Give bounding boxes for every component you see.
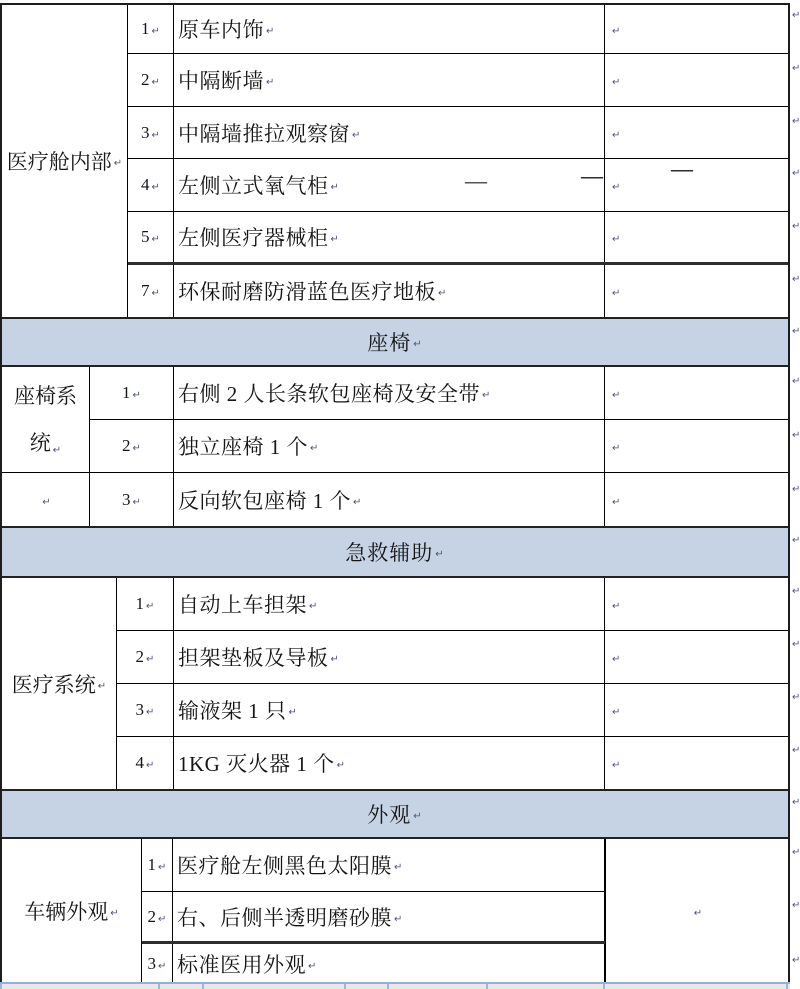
rows-column xyxy=(117,578,788,789)
cell-border-tick xyxy=(202,984,204,989)
row-end-mark-icon: ↵ xyxy=(792,221,800,232)
rows-column xyxy=(128,5,788,317)
partial-next-table-row xyxy=(0,982,790,989)
empty-category-cell[interactable] xyxy=(2,473,89,526)
value-cell[interactable] xyxy=(605,684,788,736)
row-number-cell[interactable] xyxy=(90,420,174,472)
spec-table xyxy=(0,3,790,985)
table-row xyxy=(128,212,788,265)
item-text: 中隔断墙 xyxy=(178,69,264,93)
row-number: 4 xyxy=(135,753,145,772)
section-vehicle-exterior xyxy=(2,839,788,983)
paragraph-mark-icon: ↵ xyxy=(693,908,703,919)
table-row xyxy=(128,107,788,159)
paragraph-mark-icon: ↵ xyxy=(612,182,621,193)
row-number-cell[interactable] xyxy=(117,578,174,630)
value-cell[interactable] xyxy=(605,156,788,211)
paragraph-mark-icon: ↵ xyxy=(394,862,403,873)
row-number-cell[interactable] xyxy=(117,684,174,736)
paragraph-mark-icon: ↵ xyxy=(146,707,155,718)
row-number-cell[interactable] xyxy=(90,473,174,526)
cell-border-tick xyxy=(0,984,2,989)
paragraph-mark-icon: ↵ xyxy=(438,288,447,299)
row-number-cell[interactable] xyxy=(128,212,174,262)
row-number: 1 xyxy=(147,855,157,874)
paragraph-mark-icon: ↵ xyxy=(612,760,621,771)
table-row xyxy=(128,54,788,107)
paragraph-mark-icon: ↵ xyxy=(151,26,160,37)
paragraph-mark-icon: ↵ xyxy=(266,77,275,88)
item-text: 标准医用外观 xyxy=(177,952,306,977)
paragraph-mark-icon: ↵ xyxy=(146,601,155,612)
paragraph-mark-icon: ↵ xyxy=(413,339,423,350)
value-cell[interactable] xyxy=(605,5,788,53)
item-text: 原车内饰 xyxy=(178,18,264,42)
paragraph-mark-icon: ↵ xyxy=(612,234,621,245)
table-row xyxy=(90,473,788,526)
table-row xyxy=(117,684,788,737)
row-number: 1 xyxy=(141,19,150,38)
row-end-mark-icon: ↵ xyxy=(792,900,800,911)
row-number-cell[interactable] xyxy=(128,265,174,317)
item-text: 左侧立式氧气柜 xyxy=(178,174,329,198)
section-header-label: 外观 xyxy=(367,803,412,827)
row-number: 2 xyxy=(135,647,145,666)
category-cell-seat-system[interactable] xyxy=(2,367,89,473)
paragraph-mark-icon: ↵ xyxy=(132,496,141,508)
item-description-cell[interactable] xyxy=(174,159,605,211)
item-description-cell[interactable] xyxy=(173,839,605,891)
value-cell[interactable] xyxy=(605,54,788,106)
row-end-mark-icon: ↵ xyxy=(792,586,800,597)
paragraph-mark-icon: ↵ xyxy=(309,601,318,612)
row-number-cell[interactable] xyxy=(142,944,173,983)
item-text: 独立座椅 1 个 xyxy=(178,435,308,459)
paragraph-mark-icon: ↵ xyxy=(612,390,621,401)
table-row xyxy=(142,944,605,983)
category-label: 座椅系统 ↵ xyxy=(14,383,77,456)
cell-border-tick xyxy=(387,984,389,989)
row-number-cell[interactable] xyxy=(117,737,174,789)
value-cell[interactable] xyxy=(605,212,788,262)
item-description-cell[interactable] xyxy=(174,420,605,472)
row-number: 1 xyxy=(122,383,131,402)
item-description-cell[interactable] xyxy=(174,473,605,526)
item-description-cell[interactable] xyxy=(174,5,605,53)
row-end-mark-icon: ↵ xyxy=(792,10,800,21)
value-cell[interactable] xyxy=(605,473,788,526)
item-description-cell[interactable] xyxy=(174,367,605,419)
cell-border-tick xyxy=(786,984,788,989)
item-description-cell[interactable] xyxy=(174,212,605,262)
merged-value-cell[interactable] xyxy=(605,839,788,983)
item-description-cell[interactable] xyxy=(174,265,605,317)
item-description-cell[interactable] xyxy=(173,892,605,941)
section-header-seats xyxy=(2,317,788,367)
paragraph-mark-icon: ↵ xyxy=(330,234,340,245)
item-text: 医疗舱左侧黑色太阳膜 xyxy=(177,854,392,878)
row-number: 3 xyxy=(122,489,131,509)
paragraph-mark-icon: ↵ xyxy=(352,129,361,141)
item-description-cell[interactable] xyxy=(174,631,605,683)
table-row xyxy=(90,420,788,473)
paragraph-mark-icon: ↵ xyxy=(612,129,621,141)
value-cell[interactable] xyxy=(605,107,788,158)
paragraph-mark-icon: ↵ xyxy=(146,760,155,771)
row-number-cell[interactable] xyxy=(128,159,174,211)
row-number-cell[interactable] xyxy=(142,839,173,891)
row-number: 2 xyxy=(122,436,131,455)
row-end-mark-icon: ↵ xyxy=(792,274,800,285)
row-end-mark-icon: ↵ xyxy=(792,484,800,495)
paragraph-mark-icon: ↵ xyxy=(158,913,167,925)
item-description-cell[interactable] xyxy=(174,737,605,789)
item-description-cell[interactable] xyxy=(174,107,605,158)
paragraph-mark-icon: ↵ xyxy=(146,654,155,665)
row-number: 2 xyxy=(147,906,157,926)
paragraph-mark-icon: ↵ xyxy=(110,908,119,919)
row-end-mark-icon: ↵ xyxy=(792,326,800,337)
paragraph-mark-icon: ↵ xyxy=(151,288,160,299)
item-text: 右、后侧半透明磨砂膜 xyxy=(177,905,392,930)
table-row-oxygen-cabinet xyxy=(128,156,788,212)
row-number: 3 xyxy=(141,122,150,142)
item-description-cell[interactable] xyxy=(174,684,605,736)
paragraph-mark-icon: ↵ xyxy=(612,443,621,454)
table-row xyxy=(117,631,788,684)
row-number-cell[interactable] xyxy=(142,892,173,941)
em-dash: — xyxy=(465,168,487,193)
row-number: 5 xyxy=(141,227,150,246)
value-cell[interactable] xyxy=(605,265,788,317)
row-number-cell[interactable] xyxy=(128,5,174,53)
row-number: 1 xyxy=(135,594,145,613)
paragraph-mark-icon: ↵ xyxy=(612,654,621,665)
item-text: 中隔墙推拉观察窗 xyxy=(178,121,350,146)
row-end-mark-icon: ↵ xyxy=(792,797,800,808)
row-number: 2 xyxy=(141,70,150,89)
section-header-first-aid xyxy=(2,526,788,578)
row-number: 7 xyxy=(141,281,150,300)
item-description-cell[interactable] xyxy=(174,578,605,630)
row-number-cell[interactable] xyxy=(128,107,174,158)
paragraph-mark-icon: ↵ xyxy=(330,654,340,665)
paragraph-mark-icon: ↵ xyxy=(435,549,445,560)
row-end-mark-icon: ↵ xyxy=(792,692,800,703)
em-dash: — xyxy=(581,163,603,188)
row-number: 4 xyxy=(141,175,150,194)
category-cell-vehicle-exterior[interactable] xyxy=(2,839,142,983)
item-description-cell[interactable] xyxy=(174,54,605,106)
paragraph-mark-icon: ↵ xyxy=(42,496,51,508)
paragraph-mark-icon: ↵ xyxy=(151,129,160,141)
row-number-cell[interactable] xyxy=(128,54,174,106)
row-end-mark-icon: ↵ xyxy=(792,847,800,858)
item-text: 担架垫板及导板 xyxy=(178,646,329,670)
row-number: 3 xyxy=(147,953,157,973)
paragraph-mark-icon: ↵ xyxy=(612,77,621,88)
cell-border-tick xyxy=(344,984,346,989)
paragraph-mark-icon: ↵ xyxy=(132,390,141,401)
paragraph-mark-icon: ↵ xyxy=(330,182,340,193)
value-cell[interactable] xyxy=(605,737,788,789)
row-end-mark-icon: ↵ xyxy=(792,63,800,74)
paragraph-mark-icon: ↵ xyxy=(113,158,123,169)
row-number-cell[interactable] xyxy=(117,631,174,683)
paragraph-mark-icon: ↵ xyxy=(612,707,621,718)
paragraph-mark-icon: ↵ xyxy=(612,601,621,612)
paragraph-mark-icon: ↵ xyxy=(413,811,423,822)
item-text: 左侧医疗器械柜 xyxy=(178,226,329,250)
paragraph-mark-icon: ↵ xyxy=(612,26,621,37)
category-label: 医疗舱内部 xyxy=(6,150,112,174)
paragraph-mark-icon: ↵ xyxy=(158,862,167,873)
category-label: 医疗系统 xyxy=(11,672,96,697)
section-medical-cabin-interior xyxy=(2,5,788,317)
paragraph-mark-icon: ↵ xyxy=(336,760,346,771)
paragraph-mark-icon: ↵ xyxy=(151,182,160,193)
paragraph-mark-icon: ↵ xyxy=(310,443,319,454)
row-end-mark-icon: ↵ xyxy=(792,376,800,387)
category-label: 车辆外观 xyxy=(24,900,109,924)
table-row xyxy=(142,839,605,892)
section-header-label: 急救辅助 xyxy=(345,541,434,565)
section-seat-system xyxy=(2,367,788,526)
paragraph-mark-icon: ↵ xyxy=(132,443,141,454)
row-end-mark-icon: ↵ xyxy=(792,955,800,966)
paragraph-mark-icon: ↵ xyxy=(612,288,621,299)
row-end-mark-icon: ↵ xyxy=(792,168,800,179)
paragraph-mark-icon: ↵ xyxy=(308,960,317,972)
cell-border-tick xyxy=(158,984,160,989)
table-row xyxy=(117,578,788,631)
paragraph-mark-icon: ↵ xyxy=(151,77,160,88)
row-end-mark-icon: ↵ xyxy=(792,745,800,756)
em-dash: — xyxy=(671,156,693,181)
row-end-mark-icon: ↵ xyxy=(792,639,800,650)
table-row xyxy=(128,265,788,317)
section-header-label: 座椅 xyxy=(367,331,412,355)
row-end-mark-icon: ↵ xyxy=(792,535,800,546)
row-number-cell[interactable] xyxy=(90,367,174,419)
item-text: 自动上车担架 xyxy=(178,593,307,617)
table-row xyxy=(90,367,788,420)
category-column xyxy=(2,367,90,526)
value-cell[interactable] xyxy=(605,631,788,683)
paragraph-mark-icon: ↵ xyxy=(482,390,491,401)
paragraph-mark-icon: ↵ xyxy=(158,960,167,972)
section-medical-system xyxy=(2,578,788,789)
value-cell[interactable] xyxy=(605,420,788,472)
value-cell[interactable] xyxy=(605,578,788,630)
item-text: 1KG 灭火器 1 个 xyxy=(178,752,335,776)
paragraph-mark-icon: ↵ xyxy=(353,496,362,508)
rows-column xyxy=(90,367,788,526)
table-row xyxy=(128,5,788,54)
table-row xyxy=(117,737,788,789)
category-cell-medical-cabin-interior[interactable] xyxy=(2,5,128,317)
item-text: 右侧 2 人长条软包座椅及安全带 xyxy=(178,382,480,406)
item-text: 环保耐磨防滑蓝色医疗地板 xyxy=(178,280,436,304)
paragraph-mark-icon: ↵ xyxy=(266,26,275,37)
value-cell[interactable] xyxy=(605,367,788,419)
paragraph-mark-icon: ↵ xyxy=(394,913,403,925)
row-number: 3 xyxy=(135,700,145,719)
row-end-mark-icon: ↵ xyxy=(792,116,800,127)
section-header-exterior xyxy=(2,789,788,839)
paragraph-mark-icon: ↵ xyxy=(52,444,62,456)
category-cell-medical-system[interactable] xyxy=(2,578,117,789)
paragraph-mark-icon: ↵ xyxy=(612,496,621,508)
paragraph-mark-icon: ↵ xyxy=(288,707,298,718)
item-text: 反向软包座椅 1 个 xyxy=(178,488,351,513)
cell-border-tick xyxy=(603,984,605,989)
paragraph-mark-icon: ↵ xyxy=(97,680,107,692)
table-row xyxy=(142,892,605,944)
rows-column xyxy=(142,839,605,983)
row-end-mark-icon: ↵ xyxy=(792,430,800,441)
item-text: 输液架 1 只 xyxy=(178,699,287,723)
cell-border-tick xyxy=(486,984,488,989)
item-description-cell[interactable] xyxy=(173,944,605,983)
paragraph-mark-icon: ↵ xyxy=(151,234,160,245)
